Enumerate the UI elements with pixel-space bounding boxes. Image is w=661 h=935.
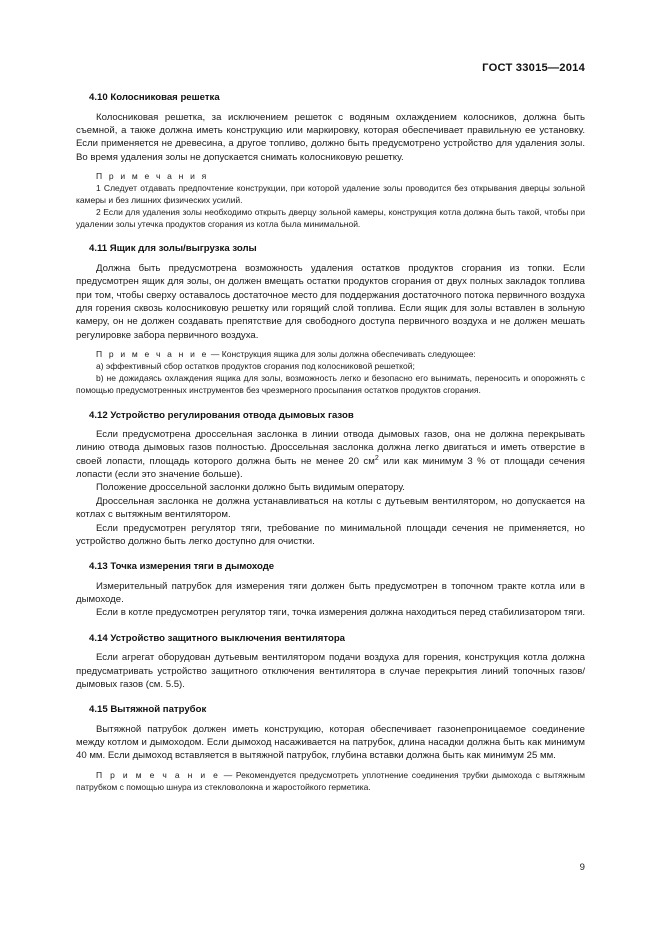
notes-label: П р и м е ч а н и е [96,769,221,780]
paragraph: Вытяжной патрубок должен иметь конструкцию, которая обеспечивает газонепроницаемое соединение между котлом и дымоходом. Если дымоход насаживается на патрубок, длина насадки должна быть как минимум 40 мм. Если дымоход вставляется в вытяжной патрубок, глубина вставки должна быть как минимум 25 мм. [76,723,585,762]
paragraph-with-superscript [76,428,585,481]
paragraph: Измерительный патрубок для измерения тяги должен быть предусмотрен в топочном тракте котла или в дымоходе. [76,580,585,606]
section-4-13 [76,561,585,620]
notes-label: П р и м е ч а н и е [96,348,209,359]
page-number: 9 [579,862,585,873]
section-4-11 [76,243,585,396]
notes-lead-text: — Конструкция ящика для золы должна обеспечивать следующее: [208,348,476,359]
section-heading-4-15: 4.15 Вытяжной патрубок [89,704,207,716]
paragraph-text-after: или как минимум 3 % от площади сечения лопасти (если это значение больше). [76,455,585,481]
paragraph: Если предусмотрен регулятор тяги, требование по минимальной площади сечения не применяется, но устройство должно быть легко доступно для очистки. [76,522,585,547]
section-heading-4-10: 4.10 Колосниковая решетка [89,92,220,103]
paragraph-text-before: Если предусмотрена дроссельная заслонка в линии отвода дымовых газов, она не должна перекрывать линию отвода дымовых газов полностью. Дроссельная заслонка должна легко двигаться и иметь отверстие в своей лопасти, площадь которого должна быть не менее 20 см [76,429,585,467]
note-item: 1 Следует отдавать предпочтение конструкции, при которой удаление золы проводится без открывания дверцы зольной камеры и без лишних физических усилий. [76,182,585,205]
note-item: a) эффективный сбор остатков продуктов сгорания под колосниковой решеткой; [96,360,415,371]
notes-block-4-10 [76,171,585,231]
section-4-12 [76,410,585,549]
section-4-14 [76,633,585,692]
paragraph: Колосниковая решетка, за исключением решеток с водяным охлаждением колосников, должна быть съемной, а также должна иметь конструкцию или маркировку, которая обеспечивает правильную ее установку. Если применяется не древесина, а другое топливо, должно быть предусмотрено устройство для удаления золы. Во время удаления золы не допускается снимать колосниковую решетку. [76,111,585,163]
note-lead-paragraph [76,770,585,794]
notes-lead-text: — Рекомендуется предусмотреть уплотнение соединения трубки дымохода с вытяжным патрубком с помощью шнура из стекловолокна и жаростойкого герметика. [76,769,585,792]
section-heading-4-11: 4.11 Ящик для золы/выгрузка золы [89,243,257,255]
section-4-15 [76,704,585,793]
document-body [76,92,585,794]
paragraph: Положение дроссельной заслонки должно быть видимым оператору. [96,482,405,494]
note-item: 2 Если для удаления золы необходимо открыть дверцу зольной камеры, конструкция котла должна быть такой, чтобы при удалении золы утечка продуктов сгорания из котла была минимальной. [76,206,585,229]
paragraph: Должна быть предусмотрена возможность удаления остатков продуктов сгорания из топки. Если предусмотрен ящик для золы, он должен вмещать остатки продуктов сгорания от двух полных закладок топлива при том, чтобы сверху оставалось достаточное место для поддержания достаточного потока первичного воздуха для горения сквозь колосниковую решетку или горящий слой топлива. Если ящик для золы вставлен в зольную камеру, он не должен создавать препятствие для свободного доступа первичного воздуха и не должен мешать регулировке забора первичного воздуха. [76,262,585,341]
section-heading-4-13: 4.13 Точка измерения тяги в дымоходе [89,561,275,573]
superscript-exponent: 2 [374,454,379,462]
paragraph: Если агрегат оборудован дутьевым вентилятором подачи воздуха для горения, конструкция котла должна предусматривать устройство защитного отключения вентилятора в случае перекрытия линий топочных газов/дымовых газов (см. 5.5). [76,652,585,690]
page-header [76,58,585,74]
section-4-10 [76,92,585,230]
section-heading-4-12: 4.12 Устройство регулирования отвода дымовых газов [89,409,354,421]
notes-block-4-15 [76,770,585,794]
section-heading-4-14: 4.14 Устройство защитного выключения вентилятора [89,632,346,644]
paragraph: Если в котле предусмотрен регулятор тяги, точка измерения должна находиться перед стабилизатором тяги. [96,607,585,619]
note-item: b) не дожидаясь охлаждения ящика для золы, возможность легко и безопасно его вынимать, переносить и опорожнять с помощью предусмотренных инструментов без чрезмерного просыпания остатков продуктов сгорания. [76,372,585,395]
notes-label: П р и м е ч а н и я [96,170,209,181]
notes-block-4-11 [76,349,585,397]
standard-number: ГОСТ 33015—2014 [482,62,585,74]
paragraph: Дроссельная заслонка не должна устанавливаться на котлы с дутьевым вентилятором, но допускается на котлах с вытяжным вентилятором. [76,495,585,521]
note-lead-paragraph [76,349,585,361]
